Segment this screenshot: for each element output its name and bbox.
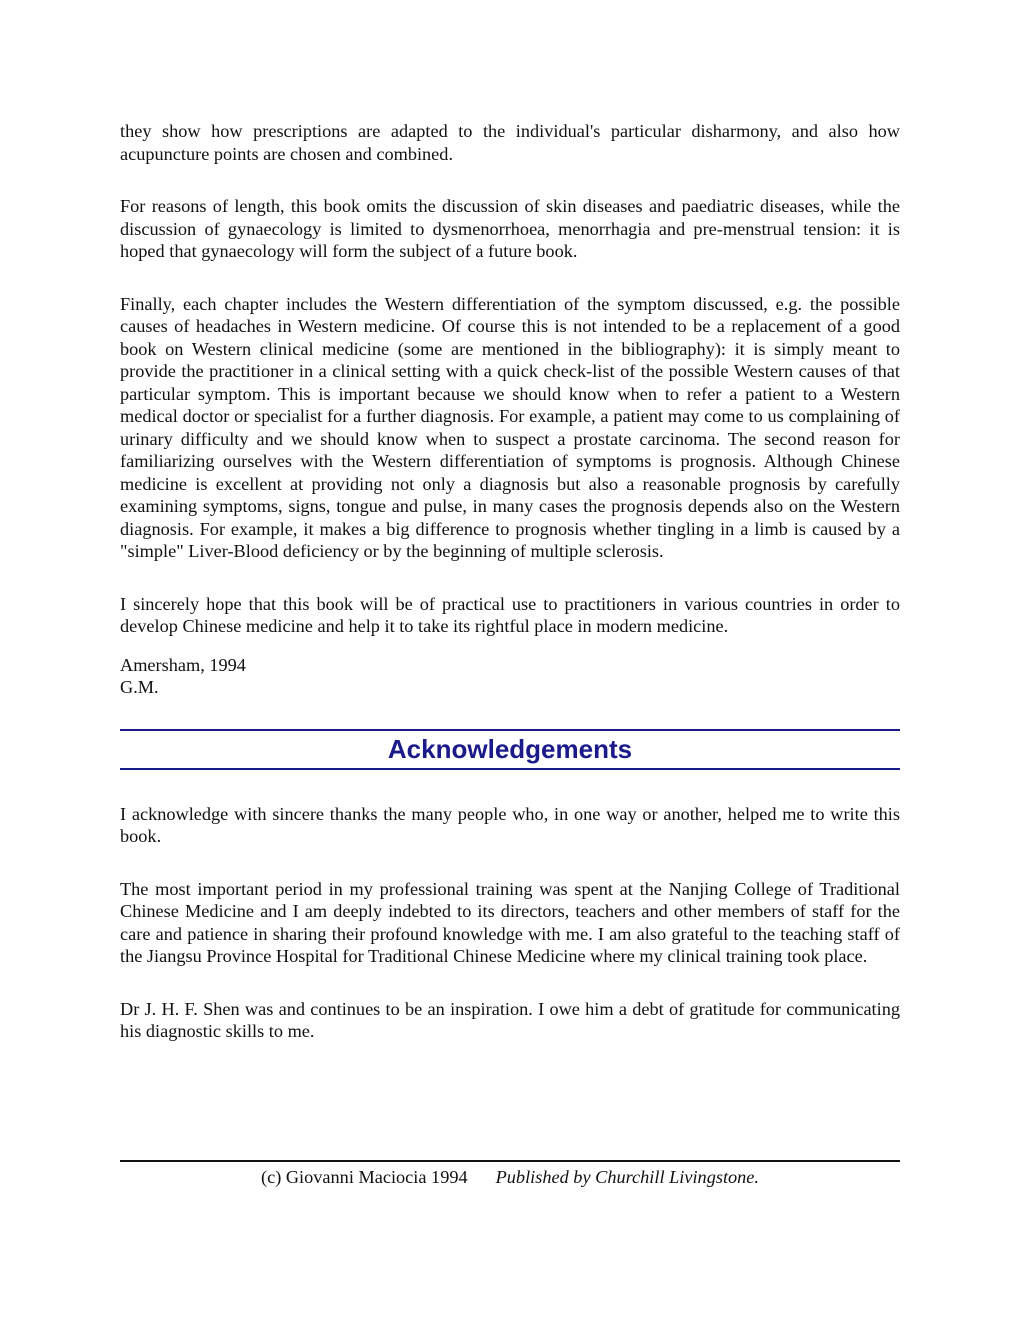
ack-paragraph: I acknowledge with sincere thanks the many people who, in one way or another, helped me to write this book. (120, 803, 900, 846)
body-paragraph: I sincerely hope that this book will be of practical use to practitioners in various countries in order to develop Chinese medicine and help it to take its rightful place in modern medicine. (120, 593, 900, 636)
ack-paragraph: Dr J. H. F. Shen was and continues to be an inspiration. I owe him a debt of gratitude for communicating his diagnostic skills to me. (120, 998, 900, 1041)
ack-paragraph: The most important period in my professional training was spent at the Nanjing College of Traditional Chinese Medicine and I am deeply indebted to its directors, teachers and other members of staff for the care and patience in sharing their profound knowledge with me. I am also grateful to the teaching staff of the Jiangsu Province Hospital for Traditional Chinese Medicine where my clinical training took place. (120, 878, 900, 966)
body-paragraph: For reasons of length, this book omits the discussion of skin diseases and paediatric diseases, while the discussion of gynaecology is limited to dysmenorrhoea, menorrhagia and pre-menstrual tension: it is hoped that gynaecology will form the subject of a future book. (120, 196, 900, 261)
page-footer (120, 1160, 900, 1188)
section-heading (120, 729, 900, 770)
signature-block (120, 654, 900, 699)
footer-copyright: (c) Giovanni Maciocia 1994 (261, 1167, 468, 1187)
signature-place-date: Amersham, 1994 (120, 654, 246, 675)
document-page (120, 120, 900, 1073)
body-paragraph: Finally, each chapter includes the Western differentiation of the symptom discussed, e.g. the possible causes of headaches in Western medicine. Of course this is not intended to be a replacement of a good book on Western clinical medicine (some are mentioned in the bibliography): it is simply meant to provide the practitioner in a clinical setting with a quick check-list of the possible Western causes of that particular symptom. This is important because we should know when to refer a patient to a Western medical doctor or specialist for a further diagnosis. For example, a patient may come to us complaining of urinary difficulty and we should know when to suspect a prostate carcinoma. The second reason for familiarizing ourselves with the Western differentiation of symptoms is prognosis. Although Chinese medicine is excellent at providing not only a diagnosis but also a reasonable prognosis by carefully examining symptoms, signs, tongue and pulse, in many cases the prognosis depends also on the Western diagnosis. For example, it makes a big difference to prognosis whether tingling in a limb is caused by a "simple" Liver-Blood deficiency or by the beginning of multiple sclerosis. (120, 293, 900, 561)
signature-initials: G.M. (120, 677, 159, 697)
body-paragraph: they show how prescriptions are adapted to the individual's particular disharmony, and also how acupuncture points are chosen and combined. (120, 121, 900, 164)
footer-publisher: Published by Churchill Livingstone. (495, 1167, 759, 1187)
acknowledgements-title: Acknowledgements (387, 733, 633, 764)
